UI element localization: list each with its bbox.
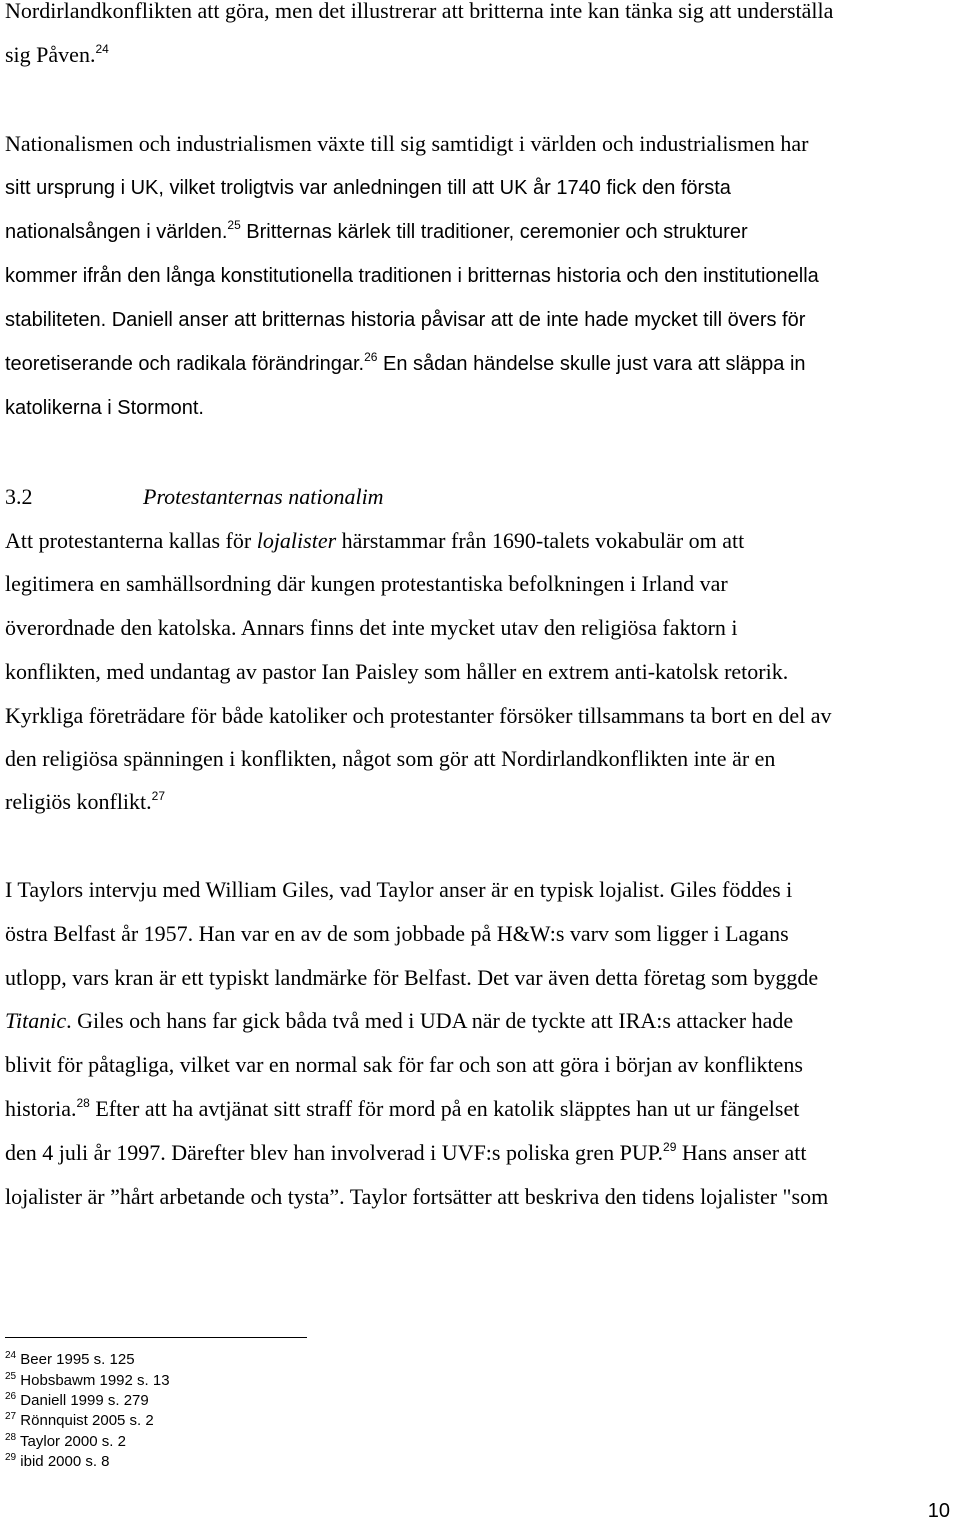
footnote-number: 25 [5,1371,17,1382]
footnote-divider [5,1337,307,1338]
text-span: I Taylors intervju med William Giles, vad Taylor anser är en typisk lojalist. Giles föddes i [5,877,793,902]
text-span: historia. [5,1096,77,1121]
text-span: . Giles och hans far gick båda två med i UDA när de tyckte att IRA:s attacker hade [66,1008,794,1033]
body-line [5,1184,828,1210]
body-line [5,0,833,24]
text-span: religiös konflikt. [5,789,152,814]
text-span: Nordirlandkonflikten att göra, men det illustrerar att britterna inte kan tänka sig att underställa [5,0,834,23]
text-span: överordnade den katolska. Annars finns det inte mycket utav den religiösa faktorn i [5,615,738,640]
page-number: 10 [927,1500,950,1522]
italic-term: Titanic [5,1008,67,1033]
italic-term: lojalister [256,528,337,553]
text-span: En sådan händelse skulle just vara att släppa in [377,353,806,375]
section-title: Protestanternas nationalim [143,484,384,509]
text-span: sig Påven. [5,42,96,67]
footnote-ref: 29 [663,1140,677,1154]
footnote [5,1372,170,1390]
body-line [5,659,788,685]
body-line [5,1140,807,1166]
text-span: teoretiserande och radikala förändringar. [5,353,365,375]
text-span: blivit för påtagliga, vilket var en normal sak för far och son att göra i början av konfliktens [5,1052,803,1077]
text-span: utlopp, vars kran är ett typiskt landmärke för Belfast. Det var även detta företag som byggde [5,965,819,990]
footnote [5,1392,149,1410]
footnote-number: 24 [5,1350,17,1361]
body-line [5,1096,799,1122]
text-span: härstammar från 1690-talets vokabulär om att [336,528,745,553]
body-line [5,1052,803,1078]
footnote-number: 26 [5,1391,17,1402]
text-span: den religiösa spänningen i konflikten, något som gör att Nordirlandkonflikten inte är en [5,746,776,771]
body-line [5,921,789,947]
body-line [5,219,748,245]
text-span: legitimera en samhällsordning där kungen protestantiska befolkningen i Irland var [5,571,728,596]
footnote [5,1453,110,1471]
footnote-ref: 25 [227,218,241,232]
text-span: konflikten, med undantag av pastor Ian Paisley som håller en extrem anti-katolsk retorik. [5,659,789,684]
body-line [5,351,806,377]
body-line [5,42,109,68]
footnote-text: Rönnquist 2005 s. 2 [20,1412,154,1429]
body-line [5,965,818,991]
text-span: lojalister är ”hårt arbetande och tysta”. Taylor fortsätter att beskriva den tidens lojalister "som [5,1184,829,1209]
text-span: Britternas kärlek till traditioner, ceremonier och strukturer [240,221,748,243]
footnote [5,1433,126,1451]
body-line [5,395,204,421]
text-span: Kyrkliga företrädare för både katoliker och protestanter försöker tillsammans ta bort en del av [5,703,832,728]
footnote-number: 27 [5,1411,17,1422]
body-line [5,571,728,597]
text-span: Efter att ha avtjänat sitt straff för mord på en katolik släpptes han ut ur fängelset [89,1096,800,1121]
footnote-ref: 28 [76,1096,90,1110]
footnote [5,1351,135,1369]
footnote-ref: 26 [364,350,378,364]
footnote-ref: 24 [95,42,109,56]
text-span: sitt ursprung i UK, vilket troligtvis var anledningen till att UK år 1740 fick den första [5,177,731,199]
footnote-number: 29 [5,1452,17,1463]
footnote-ref: 27 [151,789,166,803]
text-span: Att protestanterna kallas för [5,528,257,553]
footnote-text: Hobsbawm 1992 s. 13 [20,1372,170,1389]
text-span: Nationalismen och industrialismen växte till sig samtidigt i världen och industrialismen har [5,131,809,156]
body-line [5,1008,793,1034]
footnote-text: Taylor 2000 s. 2 [20,1433,126,1450]
text-span: Hans anser att [676,1140,807,1165]
body-line [5,746,775,772]
footnote-number: 28 [5,1432,17,1443]
footnote-text: Beer 1995 s. 125 [20,1351,135,1368]
text-span: kommer ifrån den långa konstitutionella traditionen i britternas historia och den institutionella [5,265,819,287]
footnote-text: ibid 2000 s. 8 [20,1453,110,1470]
body-line [5,131,808,157]
body-line [5,789,165,815]
text-span: katolikerna i Stormont. [5,397,204,419]
body-line [5,703,832,729]
body-line [5,307,805,333]
text-span: östra Belfast år 1957. Han var en av de som jobbade på H&W:s varv som ligger i Lagans [5,921,789,946]
body-line [5,263,819,289]
text-span: nationalsången i världen. [5,221,228,243]
body-line [5,175,731,201]
body-line [5,615,738,641]
text-span: den 4 juli år 1997. Därefter blev han involverad i UVF:s poliska gren PUP. [5,1140,664,1165]
footnote-text: Daniell 1999 s. 279 [20,1392,149,1409]
body-line [5,528,744,554]
body-line [5,877,792,903]
section-number: 3.2 [5,484,33,509]
footnote [5,1412,154,1430]
text-span: stabiliteten. Daniell anser att britternas historia påvisar att de inte hade mycket till övers för [5,309,806,331]
